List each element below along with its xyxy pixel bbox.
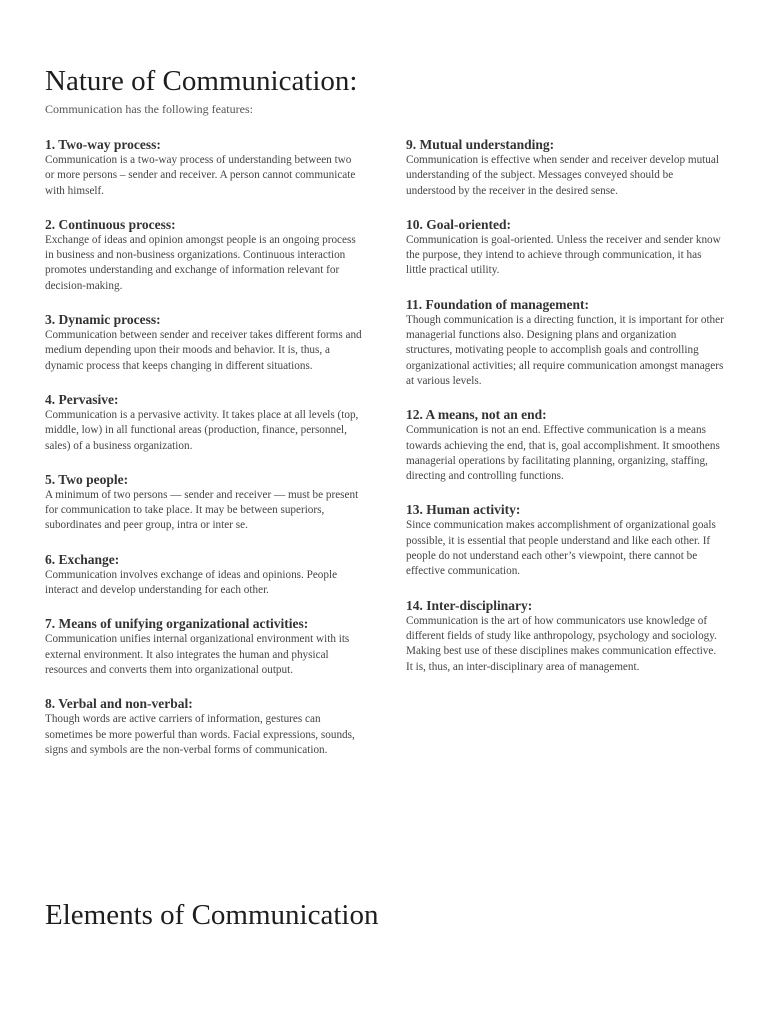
right-column <box>406 137 724 693</box>
feature-section <box>406 217 724 279</box>
feature-body: Communication is effective when sender and receiver develop mutual understanding of the subject. Messages conveyed should be understood by the receiver in the desired sense. <box>406 154 719 197</box>
feature-body: Communication is goal-oriented. Unless the receiver and sender know the purpose, they intend to achieve through communication, it has little practical utility. <box>406 233 721 277</box>
intro-text: Communication has the following features: <box>45 102 253 116</box>
feature-section <box>406 598 724 675</box>
feature-body: Communication is a two-way process of understanding between two or more persons – sender and receiver. A person cannot communicate with himself. <box>45 154 356 197</box>
feature-heading: 8. Verbal and non-verbal: <box>45 696 193 712</box>
feature-section <box>45 472 363 534</box>
feature-heading: 11. Foundation of management: <box>406 296 590 312</box>
feature-body: Communication is not an end. Effective communication is a means towards achieving the end, that is, goal accomplishment. It smoothens managerial operations by facilitating planning, organizing, staffing, directing and controlling functions. <box>406 424 720 483</box>
feature-section <box>406 407 724 484</box>
feature-body: Communication is a pervasive activity. It takes place at all levels (top, middle, low) in all functional areas (production, finance, personnel, sales) of a business organization. <box>45 408 359 452</box>
feature-body: Communication involves exchange of ideas and opinions. People interact and develop understanding for each other. <box>45 568 338 597</box>
feature-body: Communication between sender and receiver takes different forms and medium depending upon their moods and behavior. It is, thus, a dynamic process that keeps changing in different situations. <box>45 329 362 372</box>
feature-section <box>406 137 724 199</box>
feature-section <box>45 217 363 294</box>
feature-heading: 6. Exchange: <box>45 551 120 567</box>
feature-body: A minimum of two persons — sender and receiver — must be present for communication to take place. It may be between superiors, subordinates and peer group, intra or inter se. <box>45 488 359 532</box>
feature-section <box>45 616 363 678</box>
feature-heading: 9. Mutual understanding: <box>406 137 555 152</box>
feature-body: Though words are active carriers of information, gestures can sometimes be more powerful than words. Facial expressions, sounds, signs and symbols are the non-verbal forms of communication. <box>45 713 355 756</box>
feature-heading: 2. Continuous process: <box>45 216 176 232</box>
feature-section <box>45 137 363 199</box>
feature-heading: 10. Goal-oriented: <box>406 216 511 232</box>
feature-body: Though communication is a directing function, it is important for other managerial functions also. Designing plans and organization structures, motivating people to accomplish goals and controlling organizational activities; all require communication amongst managers at various levels. <box>406 313 724 387</box>
feature-heading: 14. Inter-disciplinary: <box>406 597 533 613</box>
feature-body: Communication is the art of how communicators use knowledge of different fields of study like anthropology, psychology and sociology. Making best use of these disciplines makes communication effective. It is, thus, an inter-disciplinary area of management. <box>406 614 717 673</box>
section-title: Elements of Communication <box>45 899 379 931</box>
feature-body: Communication unifies internal organizational environment with its external environment. It also integrates the human and physical resources and converts them into organizational output. <box>45 633 350 676</box>
feature-section <box>406 502 724 579</box>
feature-section <box>45 696 363 758</box>
feature-heading: 4. Pervasive: <box>45 391 119 407</box>
feature-heading: 1. Two-way process: <box>45 137 161 152</box>
feature-heading: 12. A means, not an end: <box>406 407 547 423</box>
feature-heading: 5. Two people: <box>45 471 129 487</box>
feature-section <box>45 392 363 454</box>
feature-section <box>45 312 363 374</box>
feature-body: Exchange of ideas and opinion amongst people is an ongoing process in business and non-business organizations. Continuous interaction promotes understanding and exchange of information relevant for decision-making. <box>45 233 356 292</box>
feature-heading: 7. Means of unifying organizational activities: <box>45 616 309 632</box>
feature-section <box>406 297 724 389</box>
feature-section <box>45 552 363 599</box>
feature-body: Since communication makes accomplishment of organizational goals possible, it is essential that people understand and like each other. If people do not understand each other’s viewpoint, there cannot be effective communication. <box>406 519 716 578</box>
feature-heading: 3. Dynamic process: <box>45 312 161 328</box>
page-title: Nature of Communication: <box>45 65 358 97</box>
feature-heading: 13. Human activity: <box>406 502 521 518</box>
left-column <box>45 137 363 776</box>
